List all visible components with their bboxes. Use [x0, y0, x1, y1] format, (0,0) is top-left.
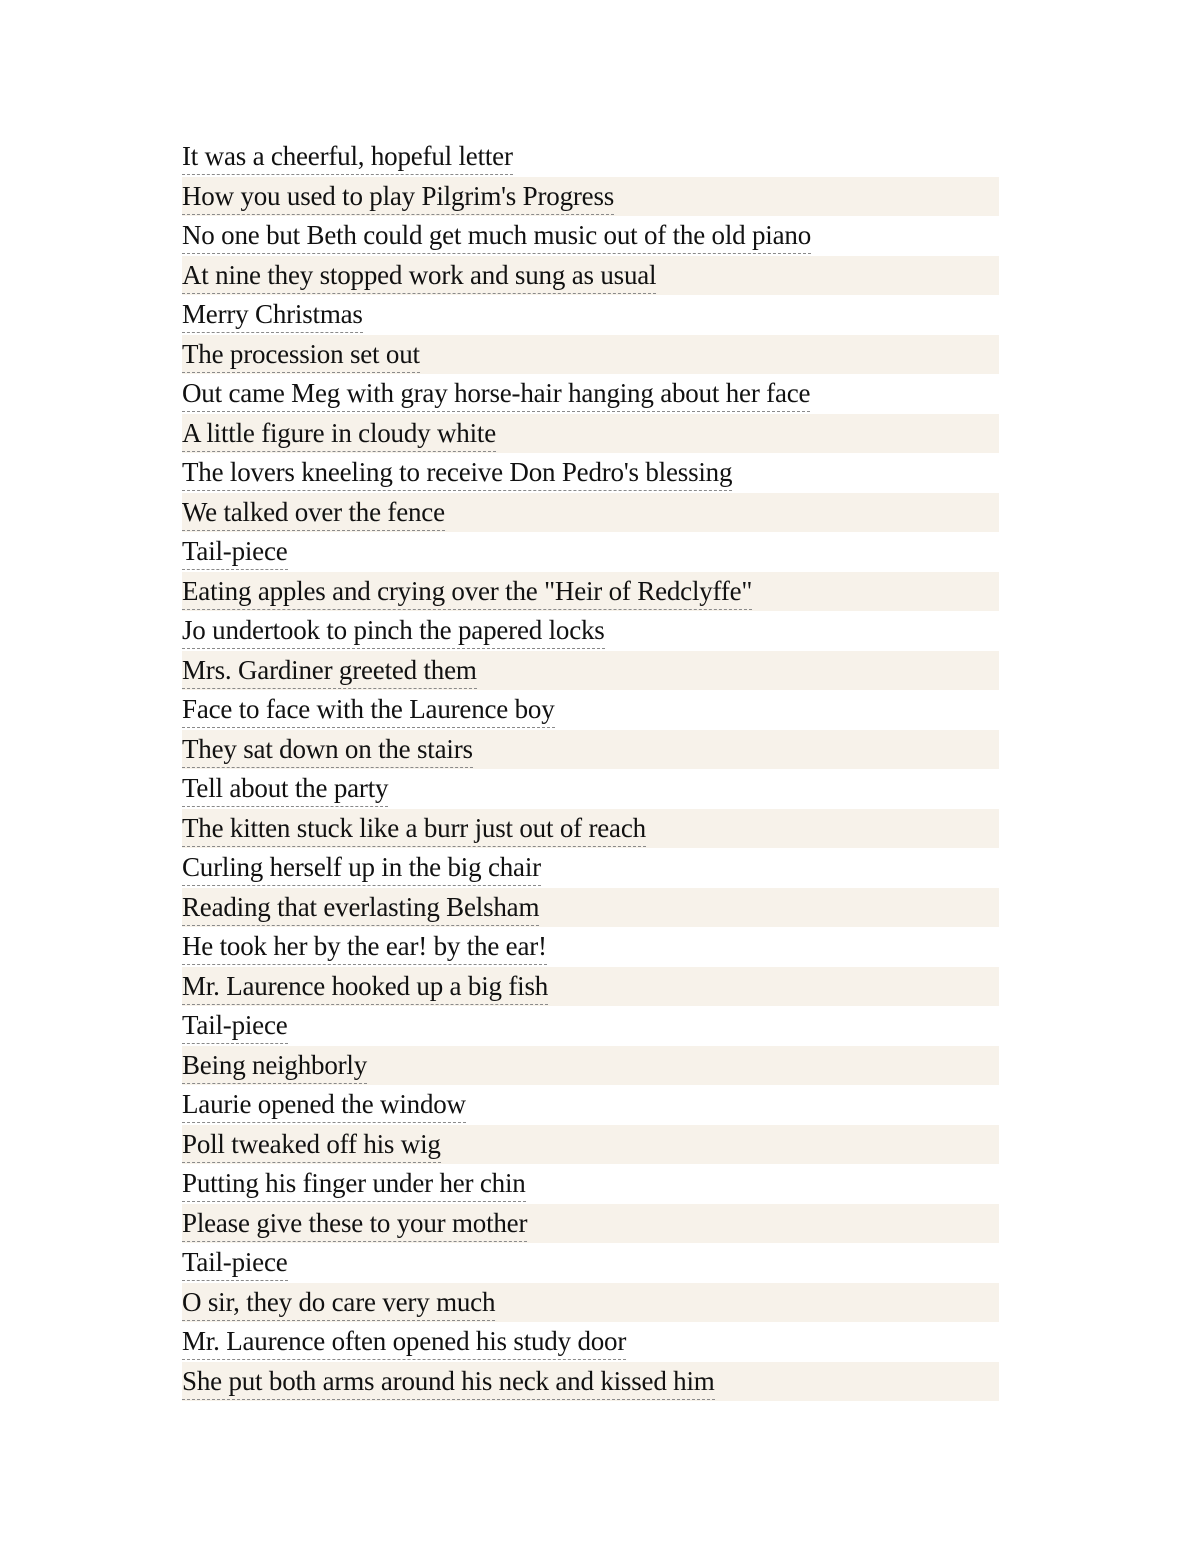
illustration-link[interactable]: The kitten stuck like a burr just out of reach [182, 811, 646, 847]
illustration-link[interactable]: Tail-piece [182, 534, 288, 570]
illustration-link[interactable]: He took her by the ear! by the ear! [182, 929, 547, 965]
list-item [182, 532, 999, 572]
list-item [182, 572, 999, 612]
list-item [182, 1283, 999, 1323]
illustration-link[interactable]: We talked over the fence [182, 495, 445, 531]
illustration-link[interactable]: At nine they stopped work and sung as usual [182, 258, 656, 294]
list-item [182, 1204, 999, 1244]
list-item [182, 927, 999, 967]
list-item [182, 256, 999, 296]
list-item [182, 1322, 999, 1362]
illustration-link[interactable]: Mrs. Gardiner greeted them [182, 653, 477, 689]
list-item [182, 651, 999, 691]
list-item [182, 137, 999, 177]
illustration-link[interactable]: Eating apples and crying over the "Heir of Redclyffe" [182, 574, 752, 610]
list-item [182, 967, 999, 1007]
list-item [182, 769, 999, 809]
list-item [182, 295, 999, 335]
list-item [182, 888, 999, 928]
illustration-link[interactable]: The lovers kneeling to receive Don Pedro's blessing [182, 455, 732, 491]
list-item [182, 1085, 999, 1125]
list-item [182, 848, 999, 888]
list-item [182, 177, 999, 217]
illustration-link[interactable]: Jo undertook to pinch the papered locks [182, 613, 605, 649]
illustration-link[interactable]: Mr. Laurence often opened his study door [182, 1324, 626, 1360]
illustration-list [182, 137, 999, 1401]
illustration-link[interactable]: Being neighborly [182, 1048, 367, 1084]
illustration-link[interactable]: Reading that everlasting Belsham [182, 890, 539, 926]
illustration-link[interactable]: Laurie opened the window [182, 1087, 466, 1123]
list-item [182, 690, 999, 730]
illustration-link[interactable]: Mr. Laurence hooked up a big fish [182, 969, 548, 1005]
illustration-link[interactable]: Poll tweaked off his wig [182, 1127, 441, 1163]
illustration-link[interactable]: It was a cheerful, hopeful letter [182, 139, 513, 175]
list-item [182, 730, 999, 770]
list-item [182, 335, 999, 375]
list-item [182, 374, 999, 414]
list-item [182, 1006, 999, 1046]
illustration-link[interactable]: No one but Beth could get much music out of the old piano [182, 218, 811, 254]
illustration-link[interactable]: Tell about the party [182, 771, 388, 807]
illustration-link[interactable]: Tail-piece [182, 1008, 288, 1044]
list-item [182, 493, 999, 533]
list-item [182, 216, 999, 256]
list-item [182, 611, 999, 651]
list-item [182, 1243, 999, 1283]
illustration-link[interactable]: She put both arms around his neck and kissed him [182, 1364, 715, 1400]
illustration-link[interactable]: Please give these to your mother [182, 1206, 527, 1242]
illustration-link[interactable]: Merry Christmas [182, 297, 363, 333]
illustration-link[interactable]: How you used to play Pilgrim's Progress [182, 179, 614, 215]
list-item [182, 1164, 999, 1204]
list-item [182, 809, 999, 849]
illustration-link[interactable]: Tail-piece [182, 1245, 288, 1281]
list-item [182, 414, 999, 454]
illustration-link[interactable]: They sat down on the stairs [182, 732, 473, 768]
illustration-link[interactable]: Face to face with the Laurence boy [182, 692, 555, 728]
list-item [182, 1046, 999, 1086]
illustration-link[interactable]: O sir, they do care very much [182, 1285, 495, 1321]
illustration-link[interactable]: Out came Meg with gray horse-hair hanging about her face [182, 376, 810, 412]
illustration-link[interactable]: A little figure in cloudy white [182, 416, 496, 452]
list-item [182, 1362, 999, 1402]
illustration-link[interactable]: Curling herself up in the big chair [182, 850, 541, 886]
list-item [182, 1125, 999, 1165]
illustration-link[interactable]: Putting his finger under her chin [182, 1166, 526, 1202]
list-item [182, 453, 999, 493]
illustration-link[interactable]: The procession set out [182, 337, 420, 373]
